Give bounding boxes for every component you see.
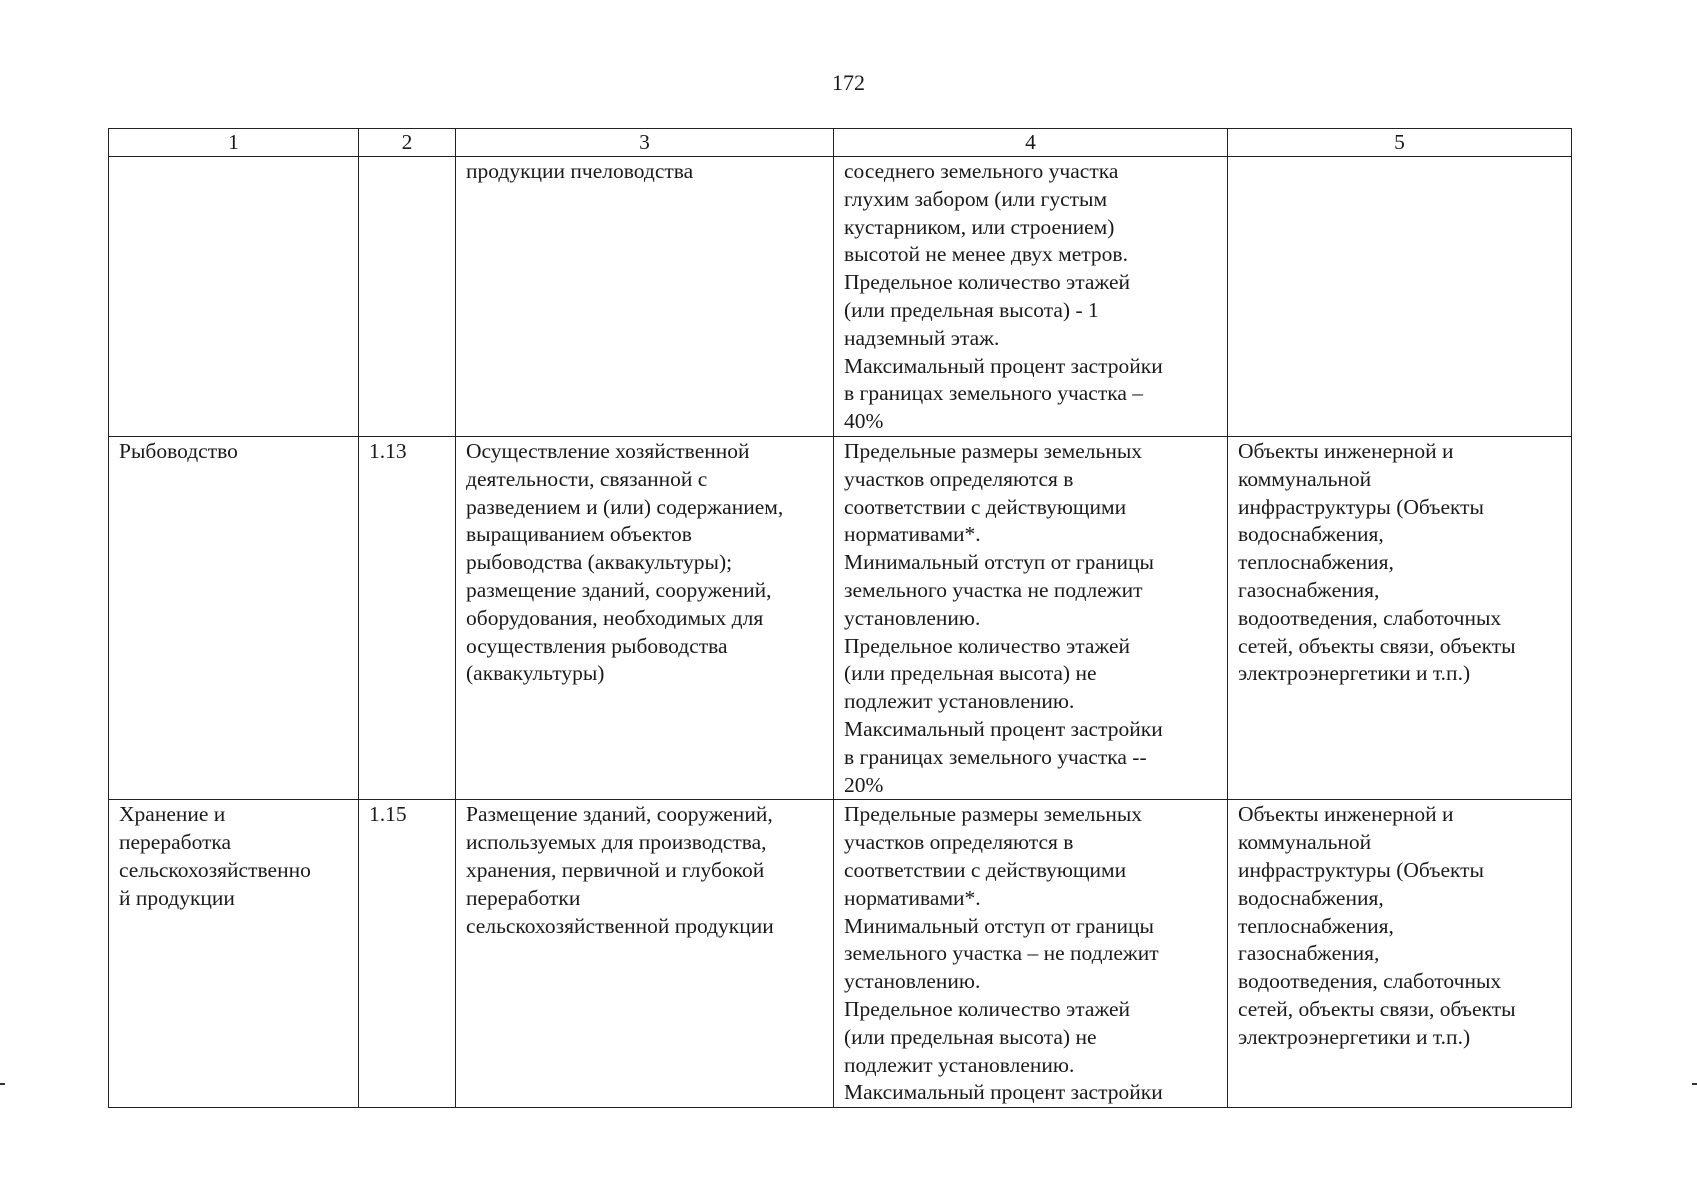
parameters-cell: соседнего земельного участка глухим забором (или густым кустарником, или строением) высотой не менее двух метров. Предельное количество этажей (или предельная высота) - 1 надземный этаж. Максимальный процент застройки в границах земельного участка – 40% [834, 157, 1228, 437]
table-header-row [109, 129, 1572, 157]
parameters-cell: Предельные размеры земельных участков определяются в соответствии с действующими нормативами*. Минимальный отступ от границы земельного участка не подлежит установлению. Предельное количество этажей (или предельная высота) не подлежит установлению. Максимальный процент застройки в границах земельного участка -- 20% [834, 436, 1228, 799]
page-number: 172 [832, 70, 865, 95]
description-cell: Размещение зданий, сооружений, используемых для производства, хранения, первичной и глубокой переработки сельскохозяйственной продукции [456, 800, 834, 1108]
land-use-name-cell [109, 157, 359, 437]
land-use-name-cell: Хранение и переработка сельскохозяйственно й продукции [109, 800, 359, 1108]
column-header-1: 1 [109, 129, 359, 157]
auxiliary-uses-cell [1228, 157, 1572, 437]
column-header-5: 5 [1228, 129, 1572, 157]
column-header-3: 3 [456, 129, 834, 157]
land-use-code-cell [359, 157, 456, 437]
table-row [109, 800, 1572, 1108]
land-use-code-cell: 1.13 [359, 436, 456, 799]
column-header-4: 4 [834, 129, 1228, 157]
column-header-2: 2 [359, 129, 456, 157]
land-use-name-cell: Рыбоводство [109, 436, 359, 799]
parameters-cell: Предельные размеры земельных участков определяются в соответствии с действующими нормативами*. Минимальный отступ от границы земельного участка – не подлежит установлению. Предельное количество этажей (или предельная высота) не подлежит установлению. Максимальный процент застройки [834, 800, 1228, 1108]
land-use-code-cell: 1.15 [359, 800, 456, 1108]
scan-edge-mark-left [0, 1083, 5, 1085]
scan-edge-mark-right [1692, 1083, 1697, 1085]
table-row [109, 436, 1572, 799]
auxiliary-uses-cell: Объекты инженерной и коммунальной инфраструктуры (Объекты водоснабжения, теплоснабжения, газоснабжения, водоотведения, слаботочных сетей, объекты связи, объекты электроэнергетики и т.п.) [1228, 436, 1572, 799]
table-row [109, 157, 1572, 437]
zoning-table [108, 128, 1572, 1108]
auxiliary-uses-cell: Объекты инженерной и коммунальной инфраструктуры (Объекты водоснабжения, теплоснабжения, газоснабжения, водоотведения, слаботочных сетей, объекты связи, объекты электроэнергетики и т.п.) [1228, 800, 1572, 1108]
description-cell: продукции пчеловодства [456, 157, 834, 437]
description-cell: Осуществление хозяйственной деятельности, связанной с разведением и (или) содержанием, выращиванием объектов рыбоводства (аквакультуры); размещение зданий, сооружений, оборудования, необходимых для осуществления рыбоводства (аквакультуры) [456, 436, 834, 799]
